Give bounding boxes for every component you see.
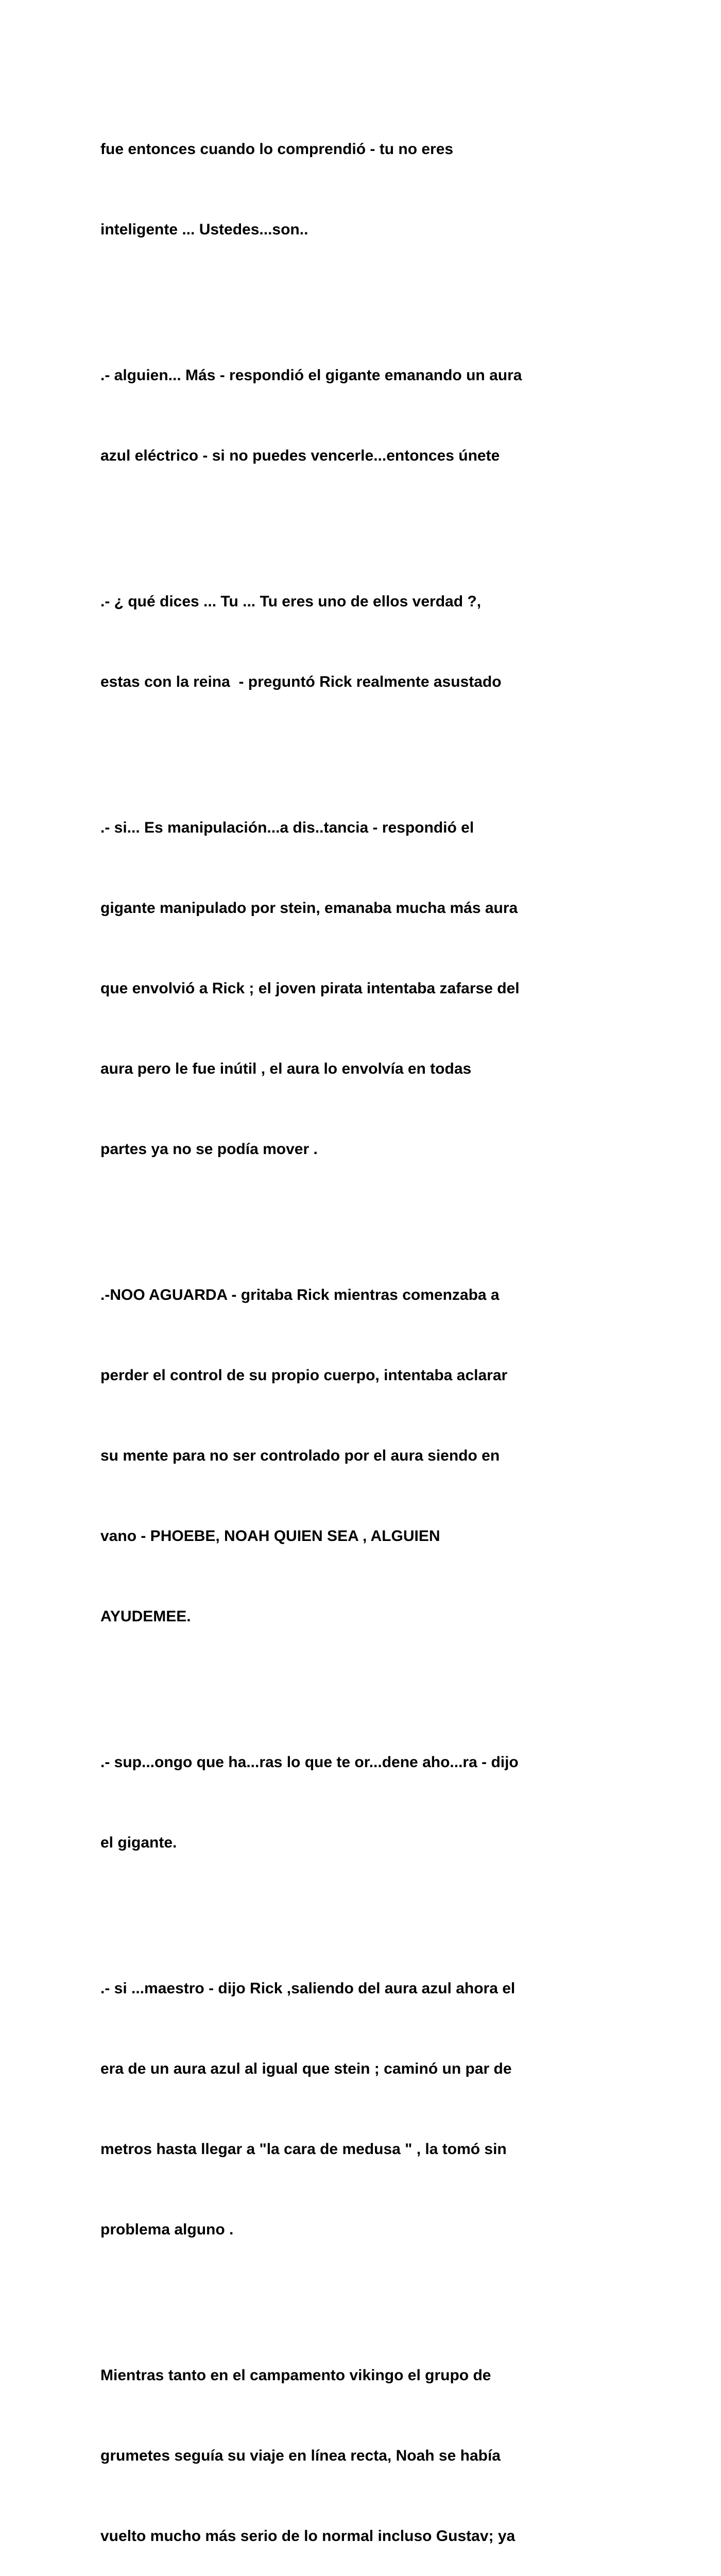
text-line: su mente para no ser controlado por el aura siendo en [100, 1447, 500, 1464]
text-line: era de un aura azul al igual que stein ; caminó un par de [100, 2060, 512, 2077]
text-line: .- alguien... Más - respondió el gigante emanando un aura [100, 367, 522, 384]
text-line: que envolvió a Rick ; el joven pirata intentaba zafarse del [100, 980, 520, 997]
text-line: .- ¿ qué dices ... Tu ... Tu eres uno de ellos verdad ?, [100, 593, 482, 610]
text-line: el gigante. [100, 1834, 177, 1851]
document-body [100, 82, 646, 2576]
text-line: metros hasta llegar a "la cara de medusa " , la tomó sin [100, 2141, 507, 2158]
paragraph [100, 82, 646, 297]
text-line: fue entonces cuando lo comprendió - tu no eres [100, 141, 454, 158]
text-line: azul eléctrico - si no puedes vencerle...entonces únete [100, 447, 500, 464]
text-line: .- sup...ongo que ha...ras lo que te or...dene aho...ra - dijo [100, 1754, 519, 1771]
text-line: Mientras tanto en el campamento vikingo el grupo de [100, 2367, 491, 2384]
text-line: AYUDEMEE. [100, 1608, 191, 1625]
text-line: .- si... Es manipulación...a dis..tancia - respondió el [100, 819, 474, 836]
paragraph [100, 309, 646, 523]
text-line: partes ya no se podía mover . [100, 1141, 318, 1158]
text-line: vano - PHOEBE, NOAH QUIEN SEA , ALGUIEN [100, 1528, 440, 1545]
paragraph [100, 1228, 646, 1684]
text-line: problema alguno . [100, 2221, 234, 2238]
text-line: estas con la reina - preguntó Rick realmente asustado [100, 673, 502, 690]
paragraph [100, 761, 646, 1216]
text-line: inteligente ... Ustedes...son.. [100, 221, 308, 238]
text-line: perder el control de su propio cuerpo, intentaba aclarar [100, 1367, 508, 1384]
text-line: gigante manipulado por stein, emanaba mucha más aura [100, 900, 518, 917]
text-line: .-NOO AGUARDA - gritaba Rick mientras comenzaba a [100, 1286, 500, 1303]
text-line: grumetes seguía su viaje en línea recta, Noah se había [100, 2447, 501, 2464]
paragraph [100, 2309, 646, 2576]
text-line: aura pero le fue inútil , el aura lo envolvía en todas [100, 1060, 472, 1077]
paragraph [100, 535, 646, 749]
text-line: vuelto mucho más serio de lo normal incluso Gustav; ya [100, 2528, 516, 2545]
text-line: .- si ...maestro - dijo Rick ,saliendo del aura azul ahora el [100, 1980, 516, 1997]
paragraph [100, 1922, 646, 2297]
paragraph [100, 1696, 646, 1910]
